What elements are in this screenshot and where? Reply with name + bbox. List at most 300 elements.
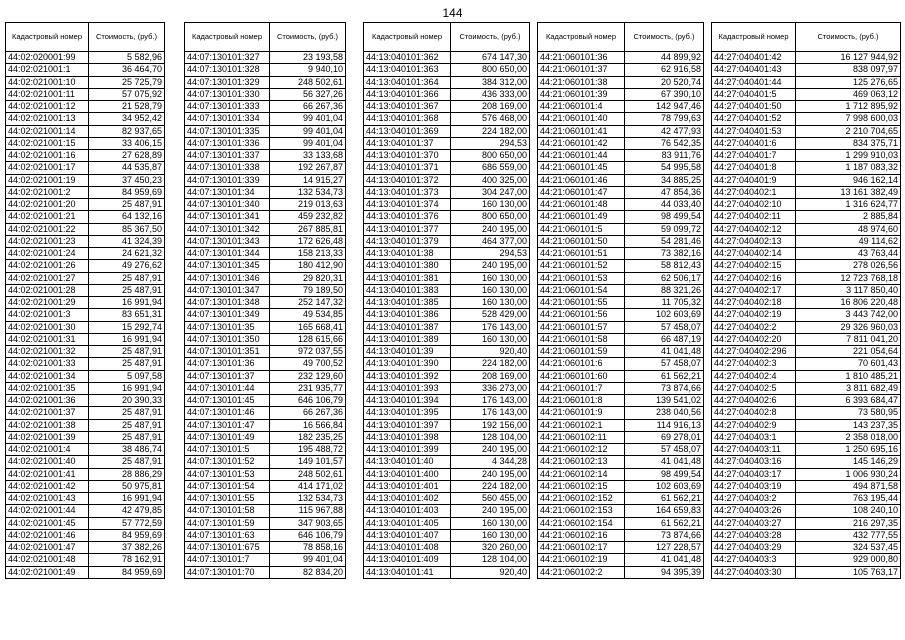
cadastral-number-cell: 44:27:040402:18	[712, 297, 796, 309]
cost-cell: 165 668,41	[270, 321, 346, 333]
cadastral-number-cell: 44:21:060101:53	[538, 272, 625, 284]
table-row	[185, 113, 346, 125]
cost-cell: 4 344,28	[451, 456, 530, 468]
cadastral-number-cell: 44:27:040401:44	[712, 76, 796, 88]
table-row	[185, 284, 346, 296]
cadastral-number-cell: 44:02:021001:10	[6, 76, 89, 88]
table-row	[364, 101, 530, 113]
cadastral-number-cell: 44:21:060101:40	[538, 113, 625, 125]
table-row	[538, 407, 704, 419]
cost-cell: 13 161 382,49	[796, 186, 901, 198]
table-row	[364, 150, 530, 162]
table-row	[712, 150, 901, 162]
cost-cell: 33 406,15	[89, 137, 165, 149]
cadastral-number-cell: 44:27:040402:2	[712, 321, 796, 333]
cost-cell: 27 628,89	[89, 150, 165, 162]
table-row	[538, 260, 704, 272]
cadastral-number-cell: 44:21:060101:55	[538, 297, 625, 309]
table-row	[185, 211, 346, 223]
table-row	[364, 566, 530, 578]
cost-cell: 224 182,00	[451, 480, 530, 492]
cadastral-number-cell: 44:02:021001:46	[6, 529, 89, 541]
table-row	[185, 480, 346, 492]
cost-cell: 160 130,00	[451, 199, 530, 211]
cadastral-number-cell: 44:27:040402:9	[712, 419, 796, 431]
table-row	[538, 333, 704, 345]
cost-cell: 54 281,46	[625, 235, 704, 247]
table-row	[6, 554, 165, 566]
cadastral-number-cell: 44:27:040402:4	[712, 370, 796, 382]
cost-cell: 49 700,52	[270, 358, 346, 370]
cost-cell: 1 299 910,03	[796, 150, 901, 162]
table-row	[364, 321, 530, 333]
cost-cell: 16 127 944,92	[796, 52, 901, 64]
cost-cell: 5 097,58	[89, 370, 165, 382]
cadastral-number-cell: 44:13:040101:385	[364, 297, 451, 309]
cost-cell: 304 247,00	[451, 186, 530, 198]
cost-cell: 834 375,71	[796, 137, 901, 149]
cadastral-number-cell: 44:27:040403:29	[712, 542, 796, 554]
cost-cell: 208 169,00	[451, 370, 530, 382]
cost-cell: 160 130,00	[451, 333, 530, 345]
table-row	[185, 542, 346, 554]
cost-cell: 6 393 684,47	[796, 395, 901, 407]
cadastral-number-cell: 44:27:040403:26	[712, 505, 796, 517]
cost-cell: 61 562,21	[625, 517, 704, 529]
cost-cell: 192 156,00	[451, 419, 530, 431]
cost-cell: 16 991,94	[89, 297, 165, 309]
table-row	[538, 223, 704, 235]
cadastral-number-cell: 44:21:060101:38	[538, 76, 625, 88]
cost-cell: 69 278,01	[625, 431, 704, 443]
cadastral-number-cell: 44:13:040101:401	[364, 480, 451, 492]
table-row	[712, 333, 901, 345]
cadastral-number-cell: 44:02:021001:15	[6, 137, 89, 149]
cadastral-number-cell: 44:07:130101:328	[185, 64, 270, 76]
table-row	[712, 199, 901, 211]
cost-cell: 49 534,85	[270, 309, 346, 321]
cadastral-number-cell: 44:21:060101:51	[538, 248, 625, 260]
cadastral-number-cell: 44:13:040101:369	[364, 125, 451, 137]
table-row	[538, 456, 704, 468]
cadastral-number-cell: 44:21:060101:45	[538, 162, 625, 174]
table-row	[6, 419, 165, 431]
cost-cell: 99 401,04	[270, 113, 346, 125]
cadastral-number-cell: 44:13:040101:379	[364, 235, 451, 247]
cost-cell: 56 327,26	[270, 88, 346, 100]
cost-cell: 1 316 624,77	[796, 199, 901, 211]
table-row	[185, 125, 346, 137]
cost-cell: 15 292,74	[89, 321, 165, 333]
table-row	[364, 284, 530, 296]
cost-cell: 84 959,69	[89, 529, 165, 541]
cost-cell: 216 297,35	[796, 517, 901, 529]
cost-cell: 164 659,83	[625, 505, 704, 517]
page-number: 144	[442, 6, 463, 20]
table-row	[538, 542, 704, 554]
cost-cell: 248 502,61	[270, 468, 346, 480]
cadastral-number-cell: 44:27:040403:19	[712, 480, 796, 492]
table-row	[6, 333, 165, 345]
table-row	[6, 468, 165, 480]
cost-cell: 221 054,64	[796, 346, 901, 358]
cadastral-number-cell: 44:02:021001:44	[6, 505, 89, 517]
cost-cell: 33 133,68	[270, 150, 346, 162]
cost-cell: 929 000,80	[796, 554, 901, 566]
cost-cell: 11 705,32	[625, 297, 704, 309]
header-cost: Стоимость, (руб.)	[451, 23, 530, 52]
cost-cell: 62 506,17	[625, 272, 704, 284]
table-row	[712, 407, 901, 419]
table-row	[185, 358, 346, 370]
table-row	[364, 113, 530, 125]
table-row	[712, 64, 901, 76]
table-row	[185, 431, 346, 443]
cadastral-number-cell: 44:13:040101:392	[364, 370, 451, 382]
cost-cell: 158 213,33	[270, 248, 346, 260]
cadastral-number-cell: 44:21:060101:47	[538, 186, 625, 198]
cost-cell: 25 487,91	[89, 358, 165, 370]
cost-cell: 464 377,00	[451, 235, 530, 247]
cadastral-number-cell: 44:21:060101:52	[538, 260, 625, 272]
cadastral-number-cell: 44:13:040101:363	[364, 64, 451, 76]
cost-cell: 25 487,91	[89, 284, 165, 296]
table-row	[364, 456, 530, 468]
cadastral-number-cell: 44:13:040101:374	[364, 199, 451, 211]
cadastral-number-cell: 44:21:060101:46	[538, 174, 625, 186]
cadastral-number-cell: 44:07:130101:49	[185, 431, 270, 443]
cadastral-number-cell: 44:02:021001:4	[6, 444, 89, 456]
table-row	[185, 566, 346, 578]
cost-cell: 240 195,00	[451, 223, 530, 235]
table-row	[6, 235, 165, 247]
cost-cell: 73 382,16	[625, 248, 704, 260]
table-row	[364, 444, 530, 456]
cost-cell: 38 486,74	[89, 444, 165, 456]
cadastral-number-cell: 44:02:021001:17	[6, 162, 89, 174]
table-row	[6, 542, 165, 554]
table-row	[6, 395, 165, 407]
cadastral-number-cell: 44:27:040403:16	[712, 456, 796, 468]
table-row	[538, 235, 704, 247]
table-row	[185, 297, 346, 309]
table-row	[364, 542, 530, 554]
cost-cell: 79 189,50	[270, 284, 346, 296]
cadastral-number-cell: 44:07:130101:36	[185, 358, 270, 370]
header-cost: Стоимость, (руб.)	[270, 23, 346, 52]
header-cadastral-number: Кадастровый номер	[712, 23, 796, 52]
table-row	[6, 125, 165, 137]
table-row	[364, 199, 530, 211]
cost-cell: 47 854,36	[625, 186, 704, 198]
cadastral-number-cell: 44:02:021001:49	[6, 566, 89, 578]
cadastral-number-cell: 44:21:060101:50	[538, 235, 625, 247]
cadastral-number-cell: 44:07:130101:327	[185, 52, 270, 64]
cost-cell: 16 566,84	[270, 419, 346, 431]
table-row	[364, 248, 530, 260]
cost-cell: 494 871,58	[796, 480, 901, 492]
cost-cell: 88 321,26	[625, 284, 704, 296]
table-row	[538, 346, 704, 358]
table-row	[6, 52, 165, 64]
registry-table-3	[363, 22, 530, 579]
table-row	[185, 162, 346, 174]
cost-cell: 160 130,00	[451, 297, 530, 309]
table-row	[6, 370, 165, 382]
table-row	[538, 88, 704, 100]
cadastral-number-cell: 44:13:040101:395	[364, 407, 451, 419]
cost-cell: 459 232,82	[270, 211, 346, 223]
cost-cell: 224 182,00	[451, 358, 530, 370]
cost-cell: 143 237,35	[796, 419, 901, 431]
cadastral-number-cell: 44:21:060101:59	[538, 346, 625, 358]
cost-cell: 252 147,32	[270, 297, 346, 309]
cadastral-number-cell: 44:02:021001:35	[6, 382, 89, 394]
cost-cell: 1 187 083,32	[796, 162, 901, 174]
table-row	[185, 309, 346, 321]
table-row	[364, 272, 530, 284]
cadastral-number-cell: 44:27:040401:43	[712, 64, 796, 76]
cadastral-number-cell: 44:13:040101:372	[364, 174, 451, 186]
table-row	[364, 505, 530, 517]
cadastral-number-cell: 44:27:040402:11	[712, 211, 796, 223]
cadastral-number-cell: 44:27:040401:9	[712, 174, 796, 186]
table-row	[185, 223, 346, 235]
cadastral-number-cell: 44:21:060101:57	[538, 321, 625, 333]
table-row	[185, 64, 346, 76]
table-row	[185, 444, 346, 456]
cost-cell: 528 429,00	[451, 309, 530, 321]
table-row	[185, 150, 346, 162]
table-row	[185, 370, 346, 382]
cost-cell: 7 811 041,20	[796, 333, 901, 345]
cadastral-number-cell: 44:02:021001:43	[6, 493, 89, 505]
cost-cell: 73 580,95	[796, 407, 901, 419]
table-row	[364, 493, 530, 505]
cost-cell: 98 499,54	[625, 211, 704, 223]
table-row	[6, 113, 165, 125]
cost-cell: 16 806 220,48	[796, 297, 901, 309]
cadastral-number-cell: 44:02:021001:1	[6, 64, 89, 76]
cost-cell: 62 916,58	[625, 64, 704, 76]
cost-cell: 240 195,00	[451, 444, 530, 456]
table-row	[6, 309, 165, 321]
table-row	[538, 358, 704, 370]
cost-cell: 70 601,43	[796, 358, 901, 370]
cost-cell: 73 874,66	[625, 382, 704, 394]
cadastral-number-cell: 44:07:130101:347	[185, 284, 270, 296]
cadastral-number-cell: 44:13:040101:380	[364, 260, 451, 272]
table-row	[538, 199, 704, 211]
cost-cell: 920,40	[451, 566, 530, 578]
cadastral-number-cell: 44:27:040403:1	[712, 431, 796, 443]
cadastral-number-cell: 44:07:130101:345	[185, 260, 270, 272]
cost-cell: 25 487,91	[89, 419, 165, 431]
cadastral-number-cell: 44:07:130101:7	[185, 554, 270, 566]
table-row	[538, 444, 704, 456]
cost-cell: 73 874,66	[625, 529, 704, 541]
table-row	[712, 382, 901, 394]
cadastral-number-cell: 44:13:040101:37	[364, 137, 451, 149]
cadastral-number-cell: 44:02:021001:29	[6, 297, 89, 309]
cadastral-number-cell: 44:27:040402:5	[712, 382, 796, 394]
cadastral-number-cell: 44:27:040402:3	[712, 358, 796, 370]
cadastral-number-cell: 44:07:130101:59	[185, 517, 270, 529]
cost-cell: 99 401,04	[270, 137, 346, 149]
cost-cell: 646 106,79	[270, 395, 346, 407]
cadastral-number-cell: 44:27:040402:17	[712, 284, 796, 296]
cost-cell: 61 562,21	[625, 493, 704, 505]
table-row	[185, 382, 346, 394]
cadastral-number-cell: 44:27:040403:30	[712, 566, 796, 578]
table-row	[6, 248, 165, 260]
table-row	[364, 174, 530, 186]
table-row	[6, 174, 165, 186]
cadastral-number-cell: 44:13:040101:405	[364, 517, 451, 529]
cadastral-number-cell: 44:02:021001:30	[6, 321, 89, 333]
table-row	[6, 260, 165, 272]
cadastral-number-cell: 44:27:040401:50	[712, 101, 796, 113]
cadastral-number-cell: 44:27:040401:6	[712, 137, 796, 149]
cadastral-number-cell: 44:02:021001:22	[6, 223, 89, 235]
table-row	[712, 444, 901, 456]
table-row	[712, 419, 901, 431]
cost-cell: 16 991,94	[89, 382, 165, 394]
table-row	[712, 76, 901, 88]
table-row	[364, 407, 530, 419]
table-row	[185, 529, 346, 541]
cadastral-number-cell: 44:27:040402:12	[712, 223, 796, 235]
cost-cell: 972 037,55	[270, 346, 346, 358]
cost-cell: 16 991,94	[89, 333, 165, 345]
cadastral-number-cell: 44:07:130101:341	[185, 211, 270, 223]
cost-cell: 25 487,91	[89, 407, 165, 419]
cost-cell: 9 940,10	[270, 64, 346, 76]
cost-cell: 1 006 930,24	[796, 468, 901, 480]
cadastral-number-cell: 44:02:021001:36	[6, 395, 89, 407]
header-cost: Стоимость, (руб.)	[89, 23, 165, 52]
table-row	[538, 517, 704, 529]
cost-cell: 84 959,69	[89, 566, 165, 578]
table-row	[185, 517, 346, 529]
table-row	[364, 137, 530, 149]
cost-cell: 172 626,48	[270, 235, 346, 247]
cost-cell: 232 129,60	[270, 370, 346, 382]
cost-cell: 278 026,56	[796, 260, 901, 272]
cost-cell: 763 195,44	[796, 493, 901, 505]
table-row	[6, 382, 165, 394]
table-row	[712, 186, 901, 198]
table-row	[538, 309, 704, 321]
table-row	[538, 493, 704, 505]
table-row	[185, 137, 346, 149]
cost-cell: 57 458,07	[625, 444, 704, 456]
cadastral-number-cell: 44:02:021001:19	[6, 174, 89, 186]
cadastral-number-cell: 44:02:021001:27	[6, 272, 89, 284]
cadastral-number-cell: 44:27:040402:20	[712, 333, 796, 345]
cost-cell: 436 333,00	[451, 88, 530, 100]
cost-cell: 57 458,07	[625, 358, 704, 370]
cadastral-number-cell: 44:02:021001:28	[6, 284, 89, 296]
table-row	[185, 407, 346, 419]
cost-cell: 49 276,62	[89, 260, 165, 272]
cost-cell: 41 041,48	[625, 456, 704, 468]
cadastral-number-cell: 44:21:060101:60	[538, 370, 625, 382]
cadastral-number-cell: 44:27:040402:8	[712, 407, 796, 419]
registry-table-1	[5, 22, 165, 579]
table-row	[538, 480, 704, 492]
cadastral-number-cell: 44:07:130101:336	[185, 137, 270, 149]
cost-cell: 127 228,57	[625, 542, 704, 554]
table-row	[364, 431, 530, 443]
table-row	[364, 162, 530, 174]
table-row	[6, 358, 165, 370]
cost-cell: 160 130,00	[451, 529, 530, 541]
cadastral-number-cell: 44:02:021001:24	[6, 248, 89, 260]
cadastral-number-cell: 44:02:021001:2	[6, 186, 89, 198]
cost-cell: 41 324,39	[89, 235, 165, 247]
table-row	[185, 101, 346, 113]
cost-cell: 25 487,91	[89, 456, 165, 468]
table-row	[364, 125, 530, 137]
cadastral-number-cell: 44:21:060101:54	[538, 284, 625, 296]
cadastral-number-cell: 44:02:021001:33	[6, 358, 89, 370]
cadastral-number-cell: 44:21:060101:44	[538, 150, 625, 162]
cost-cell: 125 276,65	[796, 76, 901, 88]
registry-table-5	[711, 22, 901, 579]
header-row	[364, 23, 530, 52]
cadastral-number-cell: 44:13:040101:394	[364, 395, 451, 407]
cadastral-number-cell: 44:02:021001:39	[6, 431, 89, 443]
cost-cell: 57 458,07	[625, 321, 704, 333]
cadastral-number-cell: 44:27:040401:53	[712, 125, 796, 137]
cost-cell: 102 603,69	[625, 480, 704, 492]
cadastral-number-cell: 44:27:040403:17	[712, 468, 796, 480]
cost-cell: 82 937,65	[89, 125, 165, 137]
table-row	[538, 566, 704, 578]
cost-cell: 58 812,43	[625, 260, 704, 272]
cadastral-number-cell: 44:27:040403:27	[712, 517, 796, 529]
cadastral-number-cell: 44:07:130101:343	[185, 235, 270, 247]
header-cadastral-number: Кадастровый номер	[538, 23, 625, 52]
table-row	[712, 101, 901, 113]
cadastral-number-cell: 44:13:040101:400	[364, 468, 451, 480]
cost-cell: 42 479,85	[89, 505, 165, 517]
cadastral-number-cell: 44:27:040402:14	[712, 248, 796, 260]
cost-cell: 686 559,00	[451, 162, 530, 174]
cadastral-number-cell: 44:13:040101:387	[364, 321, 451, 333]
cadastral-number-cell: 44:02:021001:16	[6, 150, 89, 162]
registry-table-2	[184, 22, 346, 579]
cost-cell: 231 935,77	[270, 382, 346, 394]
header-cost: Стоимость, (руб.)	[625, 23, 704, 52]
cadastral-number-cell: 44:21:060101:36	[538, 52, 625, 64]
cadastral-number-cell: 44:07:130101:45	[185, 395, 270, 407]
table-row	[538, 248, 704, 260]
cost-cell: 37 382,26	[89, 542, 165, 554]
cadastral-number-cell: 44:07:130101:349	[185, 309, 270, 321]
header-cadastral-number: Кадастровый номер	[6, 23, 89, 52]
table-row	[185, 346, 346, 358]
cadastral-number-cell: 44:21:060102:152	[538, 493, 625, 505]
cadastral-number-cell: 44:07:130101:346	[185, 272, 270, 284]
cadastral-number-cell: 44:21:060101:41	[538, 125, 625, 137]
cost-cell: 37 450,23	[89, 174, 165, 186]
cadastral-number-cell: 44:21:060102:16	[538, 529, 625, 541]
cost-cell: 44 899,92	[625, 52, 704, 64]
cadastral-number-cell: 44:02:021001:38	[6, 419, 89, 431]
cadastral-number-cell: 44:21:060101:49	[538, 211, 625, 223]
